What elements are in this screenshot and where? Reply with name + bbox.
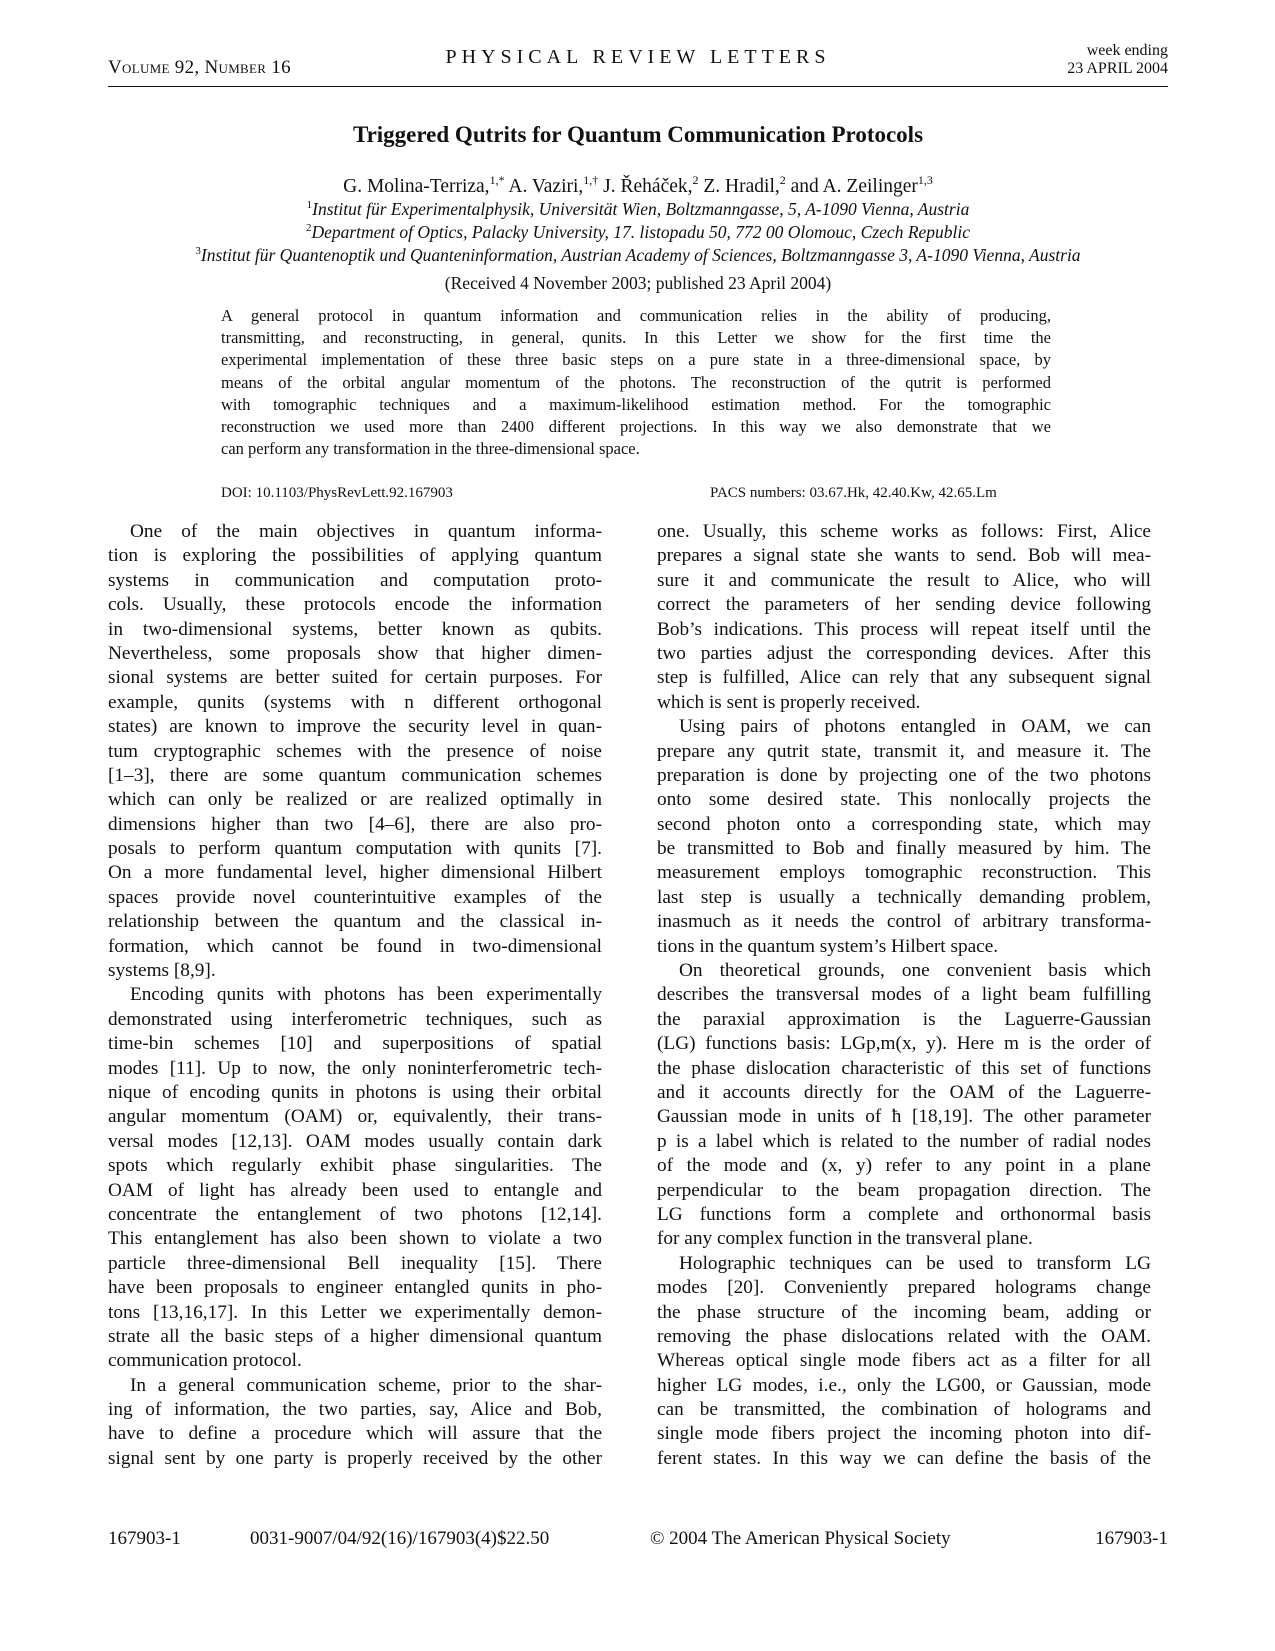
body-text-line: tons [13,16,17]. In this Letter we experimentally demon-	[108, 1301, 602, 1323]
body-text-line: ing of information, the two parties, say, Alice and Bob,	[108, 1399, 602, 1421]
body-text-line: signal sent by one party is properly received by the other	[108, 1447, 602, 1469]
body-text-line: two parties adjust the corresponding devices. After this	[657, 642, 1151, 664]
body-text-line: sional systems are better suited for certain purposes. For	[108, 667, 602, 689]
body-text-line: which can only be realized or are realized optimally in	[108, 789, 602, 811]
body-text-line: Encoding qunits with photons has been experimentally	[130, 984, 602, 1006]
body-text-line: dimensions higher than two [4–6], there are also pro-	[108, 813, 602, 835]
body-text-line: for any complex function in the transveral plane.	[657, 1228, 1033, 1250]
body-text-line: time-bin schemes [10] and superpositions of spatial	[108, 1033, 602, 1055]
week-ending-date: 23 APRIL 2004	[1067, 60, 1168, 77]
body-text-line: This entanglement has also been shown to violate a two	[108, 1228, 602, 1250]
copyright: © 2004 The American Physical Society	[650, 1528, 951, 1549]
page-number-left: 167903-1	[108, 1528, 181, 1549]
body-text-line: last step is usually a technically demanding problem,	[657, 886, 1151, 908]
body-text-line: removing the phase dislocations related with the OAM.	[657, 1325, 1151, 1347]
author-name: Z. Hradil,	[703, 176, 780, 197]
abstract-line: with tomographic techniques and a maximum-likelihood estimation method. For the tomographic	[221, 394, 1051, 414]
body-text-line: describes the transversal modes of a light beam fulfilling	[657, 984, 1151, 1006]
body-text-line: In a general communication scheme, prior to the shar-	[130, 1374, 602, 1396]
abstract-line: can perform any transformation in the three-dimensional space.	[221, 439, 640, 459]
body-text-line: angular momentum (OAM) or, equivalently, their trans-	[108, 1106, 602, 1128]
body-text-line: p is a label which is related to the number of radial nodes	[657, 1130, 1151, 1152]
body-text-line: On a more fundamental level, higher dimensional Hilbert	[108, 862, 602, 884]
body-text-line: communication protocol.	[108, 1350, 302, 1372]
article-code: 0031-9007/04/92(16)/167903(4)$22.50	[250, 1528, 550, 1549]
body-text-line: second photon onto a corresponding state, which may	[657, 813, 1151, 835]
body-text-line: Gaussian mode in units of ħ [18,19]. The other parameter	[657, 1106, 1151, 1128]
body-text-line: One of the main objectives in quantum informa-	[130, 521, 602, 542]
author-affiliation-mark: 1,3	[917, 173, 933, 187]
body-text-line: the paraxial approximation is the Laguerre-Gaussian	[657, 1008, 1151, 1030]
body-text-line: modes [11]. Up to now, the only noninterferometric tech-	[108, 1057, 602, 1079]
body-text-line: Using pairs of photons entangled in OAM, we can	[679, 716, 1151, 738]
paper-title: Triggered Qutrits for Quantum Communication Protocols	[352, 122, 924, 147]
body-text-line: higher LG modes, i.e., only the LG00, or Gaussian, mode	[657, 1374, 1151, 1396]
body-text-line: tions in the quantum system’s Hilbert space.	[657, 935, 999, 957]
body-text-line: have to define a procedure which will assure that the	[108, 1423, 602, 1445]
body-text-line: step is fulfilled, Alice can rely that any subsequent signal	[657, 667, 1151, 689]
body-text-line: ferent states. In this way we can define the basis of the	[657, 1447, 1151, 1469]
body-text-line: one. Usually, this scheme works as follows: First, Alice	[657, 521, 1151, 542]
body-text-line: formation, which cannot be found in two-dimensional	[108, 935, 602, 957]
body-text-line: particle three-dimensional Bell inequality [15]. There	[108, 1252, 602, 1274]
body-text-line: systems in communication and computation proto-	[108, 569, 602, 591]
abstract-line: reconstruction we used more than 2400 different projections. In this way we also demonstrate that we	[221, 416, 1051, 436]
author-affiliation-mark: 1,*	[489, 173, 505, 187]
body-text-line: preparation is done by projecting one of the two photons	[657, 764, 1151, 786]
body-text-line: strate all the basic steps of a higher dimensional quantum	[108, 1325, 602, 1347]
author-name: A. Vaziri,	[508, 176, 584, 197]
body-text-line: On theoretical grounds, one convenient basis which	[679, 960, 1151, 982]
body-text-line: LG functions form a complete and orthonormal basis	[657, 1203, 1151, 1225]
body-text-line: sure it and communicate the result to Alice, who will	[657, 569, 1151, 591]
author-affiliation-mark: 2	[779, 173, 786, 187]
author-name: and A. Zeilinger	[790, 176, 918, 197]
body-text-line: [1–3], there are some quantum communication schemes	[108, 764, 602, 786]
received-date: (Received 4 November 2003; published 23 April 2004)	[444, 273, 832, 293]
body-text-line: single mode fibers project the incoming photon into dif-	[657, 1423, 1151, 1445]
doi: DOI: 10.1103/PhysRevLett.92.167903	[221, 485, 453, 501]
author-list	[108, 173, 1168, 198]
body-text-line: which is sent is properly received.	[657, 691, 921, 713]
body-text-line: have been proposals to engineer entangled qunits in pho-	[108, 1277, 602, 1299]
author-name: J. Řeháček,	[603, 176, 693, 197]
body-text-line: onto some desired state. This nonlocally projects the	[657, 789, 1151, 811]
author-name: G. Molina-Terriza,	[343, 176, 490, 197]
affiliation-3: $^3$Institut für Quantenoptik und Quanteninformation, Austrian Academy of Sciences, Boltzmanngasse 3, A-1090 Vienna, Austria	[195, 245, 1081, 265]
body-text-line: tum cryptographic schemes with the presence of noise	[108, 740, 602, 762]
body-text-line: the phase structure of the incoming beam, adding or	[657, 1301, 1151, 1323]
body-text-line: nique of encoding qunits in photons is using their orbital	[108, 1081, 602, 1103]
body-text-line: relationship between the quantum and the classical in-	[108, 911, 602, 933]
body-text-line: the phase dislocation characteristic of this set of functions	[657, 1057, 1151, 1079]
body-text-line: tion is exploring the possibilities of applying quantum	[108, 545, 602, 567]
body-text-line: prepares a signal state she wants to send. Bob will mea-	[657, 545, 1151, 567]
body-text-line: concentrate the entanglement of two photons [12,14].	[108, 1203, 602, 1225]
body-text-line: Whereas optical single mode fibers act as a filter for all	[657, 1350, 1151, 1372]
body-column-left	[108, 520, 602, 1471]
body-text-line: example, qunits (systems with n different orthogonal	[108, 691, 602, 713]
body-text-line: systems [8,9].	[108, 960, 216, 982]
body-text-line: spaces provide novel counterintuitive examples of the	[108, 886, 602, 908]
journal-name: PHYSICAL REVIEW LETTERS	[445, 46, 831, 68]
abstract	[221, 305, 1051, 460]
body-text-line: posals to perform quantum computation with qunits [7].	[108, 838, 602, 860]
affiliation-2: $^2$Department of Optics, Palacky University, 17. listopadu 50, 772 00 Olomouc, Czech Republic	[305, 222, 971, 242]
abstract-line: experimental implementation of these three basic steps on a pure state in a three-dimensional space, by	[221, 350, 1051, 370]
body-text-line: be transmitted to Bob and finally measured by him. The	[657, 838, 1151, 860]
body-text-line: inasmuch as it needs the control of arbitrary transforma-	[657, 911, 1151, 933]
body-text-line: cols. Usually, these protocols encode the information	[108, 594, 602, 616]
body-text-line: modes [20]. Conveniently prepared holograms change	[657, 1277, 1151, 1299]
body-text-line: spots which regularly exhibit phase singularities. The	[108, 1155, 602, 1177]
page-number-right: 167903-1	[1095, 1528, 1168, 1549]
running-header	[108, 40, 1168, 87]
body-text-line: perpendicular to the beam propagation direction. The	[657, 1179, 1151, 1201]
issue-date	[1067, 42, 1168, 78]
body-text-line: Holographic techniques can be used to transform LG	[679, 1252, 1151, 1274]
week-ending-label: week ending	[1086, 42, 1168, 59]
body-column-right	[657, 520, 1151, 1471]
volume-number: Volume 92, Number 16	[108, 57, 291, 78]
body-text-line: OAM of light has already been used to entangle and	[108, 1179, 602, 1201]
body-text-line: (LG) functions basis: LGp,m(x, y). Here m is the order of	[657, 1033, 1151, 1055]
body-text-line: prepare any qutrit state, transmit it, and measure it. The	[657, 740, 1151, 762]
author-affiliation-mark: 2	[692, 173, 699, 187]
author-affiliation-mark: 1,†	[583, 173, 599, 187]
abstract-line: means of the orbital angular momentum of the photons. The reconstruction of the qutrit is performed	[221, 372, 1051, 392]
body-text-line: Bob’s indications. This process will repeat itself until the	[657, 618, 1151, 640]
body-text-line: measurement employs tomographic reconstruction. This	[657, 862, 1151, 884]
affiliation-1: $^1$Institut für Experimentalphysik, Universität Wien, Boltzmanngasse, 5, A-1090 Vienna, Austria	[306, 199, 970, 219]
body-text-line: demonstrated using interferometric techniques, such as	[108, 1008, 602, 1030]
body-text-line: Nevertheless, some proposals show that higher dimen-	[108, 642, 602, 664]
body-text-line: of the mode and (x, y) refer to any point in a plane	[657, 1155, 1151, 1177]
body-text-line: in two-dimensional systems, better known as qubits.	[108, 618, 602, 640]
body-text-line: versal modes [12,13]. OAM modes usually contain dark	[108, 1130, 602, 1152]
pacs-numbers: PACS numbers: 03.67.Hk, 42.40.Kw, 42.65.Lm	[710, 485, 997, 501]
body-text-line: correct the parameters of her sending device following	[657, 594, 1151, 616]
body-text-line: and it accounts directly for the OAM of the Laguerre-	[657, 1081, 1151, 1103]
abstract-line: transmitting, and reconstructing, in general, qunits. In this Letter we show for the first time the	[221, 328, 1051, 348]
abstract-line: A general protocol in quantum information and communication relies in the ability of producing,	[221, 306, 1051, 325]
body-text-line: can be transmitted, the combination of holograms and	[657, 1399, 1151, 1421]
body-text-line: states) are known to improve the security level in quan-	[108, 716, 602, 738]
